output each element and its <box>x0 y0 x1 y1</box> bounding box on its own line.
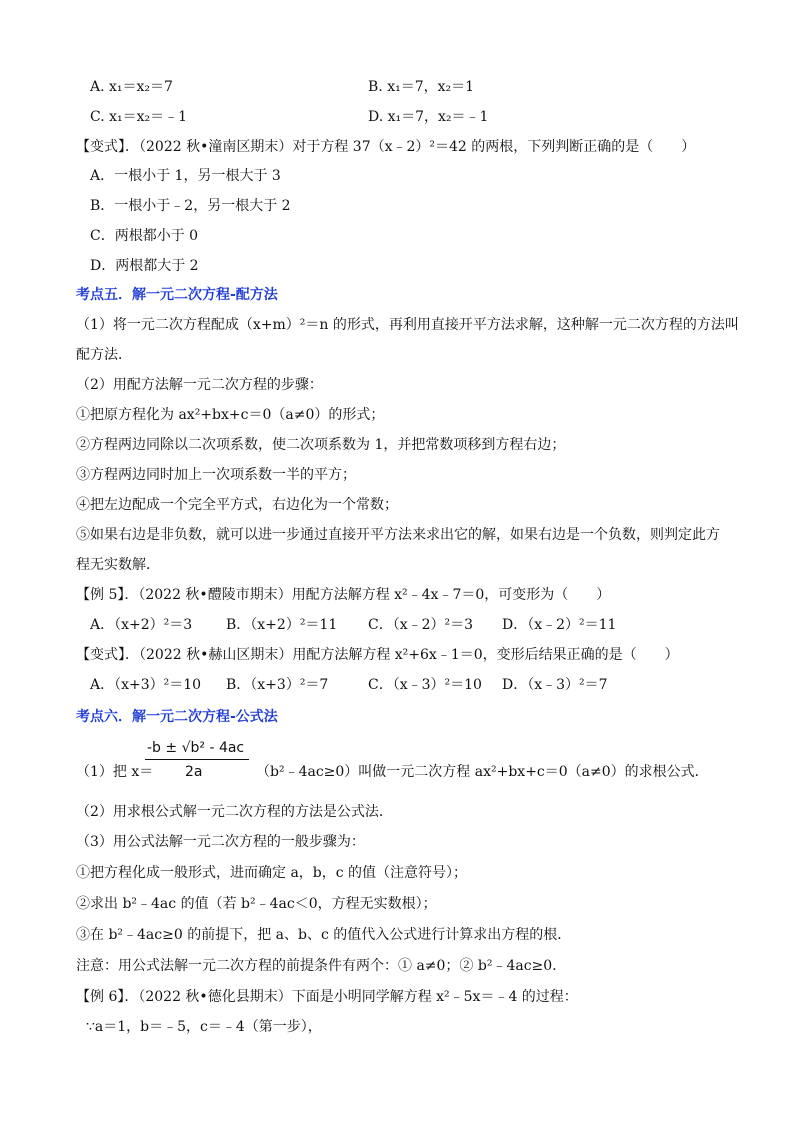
example5-option-b: B．（x+2）²＝11 <box>226 617 338 633</box>
section5-step2: ②方程两边同除以二次项系数，使二次项系数为 1，并把常数项移到方程右边； <box>76 437 566 453</box>
section5-step5-line2: 程无实数解． <box>76 557 160 573</box>
section6-p2: （2）用求根公式解一元二次方程的方法是公式法． <box>76 804 393 820</box>
q4-option-d: D. x₁＝7，x₂＝﹣1 <box>368 109 489 125</box>
variant1-option-b: B．一根小于﹣2，另一根大于 2 <box>90 198 291 214</box>
section5-step4: ④把左边配成一个完全平方式，右边化为一个常数； <box>76 497 398 513</box>
q4-option-a: A. x₁＝x₂＝7 <box>90 79 173 95</box>
q4-option-b: B. x₁＝7，x₂＝1 <box>368 79 475 95</box>
section6-step1: ①把方程化成一般形式，进而确定 a，b，c 的值（注意符号）； <box>76 865 468 881</box>
example6-stem: 【例 6】．（2022 秋•德化县期末）下面是小明同学解方程 x²﹣5x＝﹣4 的过程： <box>76 989 578 1005</box>
section6-note: 注意：用公式法解一元二次方程的前提条件有两个：① a≠0；② b²﹣4ac≥0． <box>76 958 567 974</box>
section6-heading: 考点六．解一元二次方程-公式法 <box>76 709 278 725</box>
section6-step3: ③在 b²﹣4ac≥0 的前提下，把 a、b、c 的值代入公式进行计算求出方程的根． <box>76 927 572 943</box>
section5-p1-line2: 配方法． <box>76 347 132 363</box>
section5-step3: ③方程两边同时加上一次项系数一半的平方； <box>76 467 356 483</box>
section6-p1-prefix: （1）把 x＝ <box>76 764 154 780</box>
variant1-option-d: D．两根都大于 2 <box>90 258 199 274</box>
variant2-option-c: C．（x﹣3）²＝10 <box>368 677 482 693</box>
section6-p1-suffix: （b²﹣4ac≥0）叫做一元二次方程 ax²+bx+c＝0（a≠0）的求根公式． <box>256 764 709 780</box>
example5-option-c: C．（x﹣2）²＝3 <box>368 617 474 633</box>
section6-p3: （3）用公式法解一元二次方程的一般步骤为： <box>76 834 365 850</box>
section5-p1-line1: （1）将一元二次方程配成（x+m）²＝n 的形式，再利用直接开平方法求解，这种解一元二次方程的方法叫 <box>76 317 739 333</box>
q4-option-c: C. x₁＝x₂＝﹣1 <box>90 109 188 125</box>
example5-stem: 【例 5】．（2022 秋•醴陵市期末）用配方法解方程 x²﹣4x﹣7＝0，可变形为（ ） <box>76 587 611 603</box>
section5-step1: ①把原方程化为 ax²+bx+c＝0（a≠0）的形式； <box>76 407 385 423</box>
example5-option-d: D．（x﹣2）²＝11 <box>502 617 617 633</box>
section5-step5-line1: ⑤如果右边是非负数，就可以进一步通过直接开平方法来求出它的解，如果右边是一个负数，则判定此方 <box>76 527 720 543</box>
section5-p2: （2）用配方法解一元二次方程的步骤： <box>76 377 323 393</box>
formula-denominator: 2a <box>185 764 203 780</box>
variant2-option-d: D．（x﹣3）²＝7 <box>502 677 608 693</box>
section5-heading: 考点五．解一元二次方程-配方法 <box>76 287 278 303</box>
variant1-option-c: C．两根都小于 0 <box>90 228 199 244</box>
formula-numerator: -b ± √b² - 4ac <box>147 740 245 756</box>
quadratic-formula <box>145 737 249 783</box>
variant1-option-a: A．一根小于 1，另一根大于 3 <box>90 168 281 184</box>
variant2-option-a: A．（x+3）²＝10 <box>90 677 202 693</box>
variant2-stem: 【变式】．（2022 秋•赫山区期末）用配方法解方程 x²+6x﹣1＝0，变形后结果正确的是（ ） <box>76 647 679 663</box>
example6-line1: ∵a＝1，b＝﹣5，c＝﹣4（第一步）， <box>86 1019 322 1035</box>
fraction-bar <box>145 759 249 760</box>
variant1-stem: 【变式】．（2022 秋•潼南区期末）对于方程 37（x﹣2）²＝42 的两根，下列判断正确的是（ ） <box>76 139 696 155</box>
variant2-option-b: B．（x+3）²＝7 <box>226 677 329 693</box>
example5-option-a: A．（x+2）²＝3 <box>90 617 193 633</box>
section6-step2: ②求出 b²﹣4ac 的值（若 b²﹣4ac＜0，方程无实数根）； <box>76 896 437 912</box>
